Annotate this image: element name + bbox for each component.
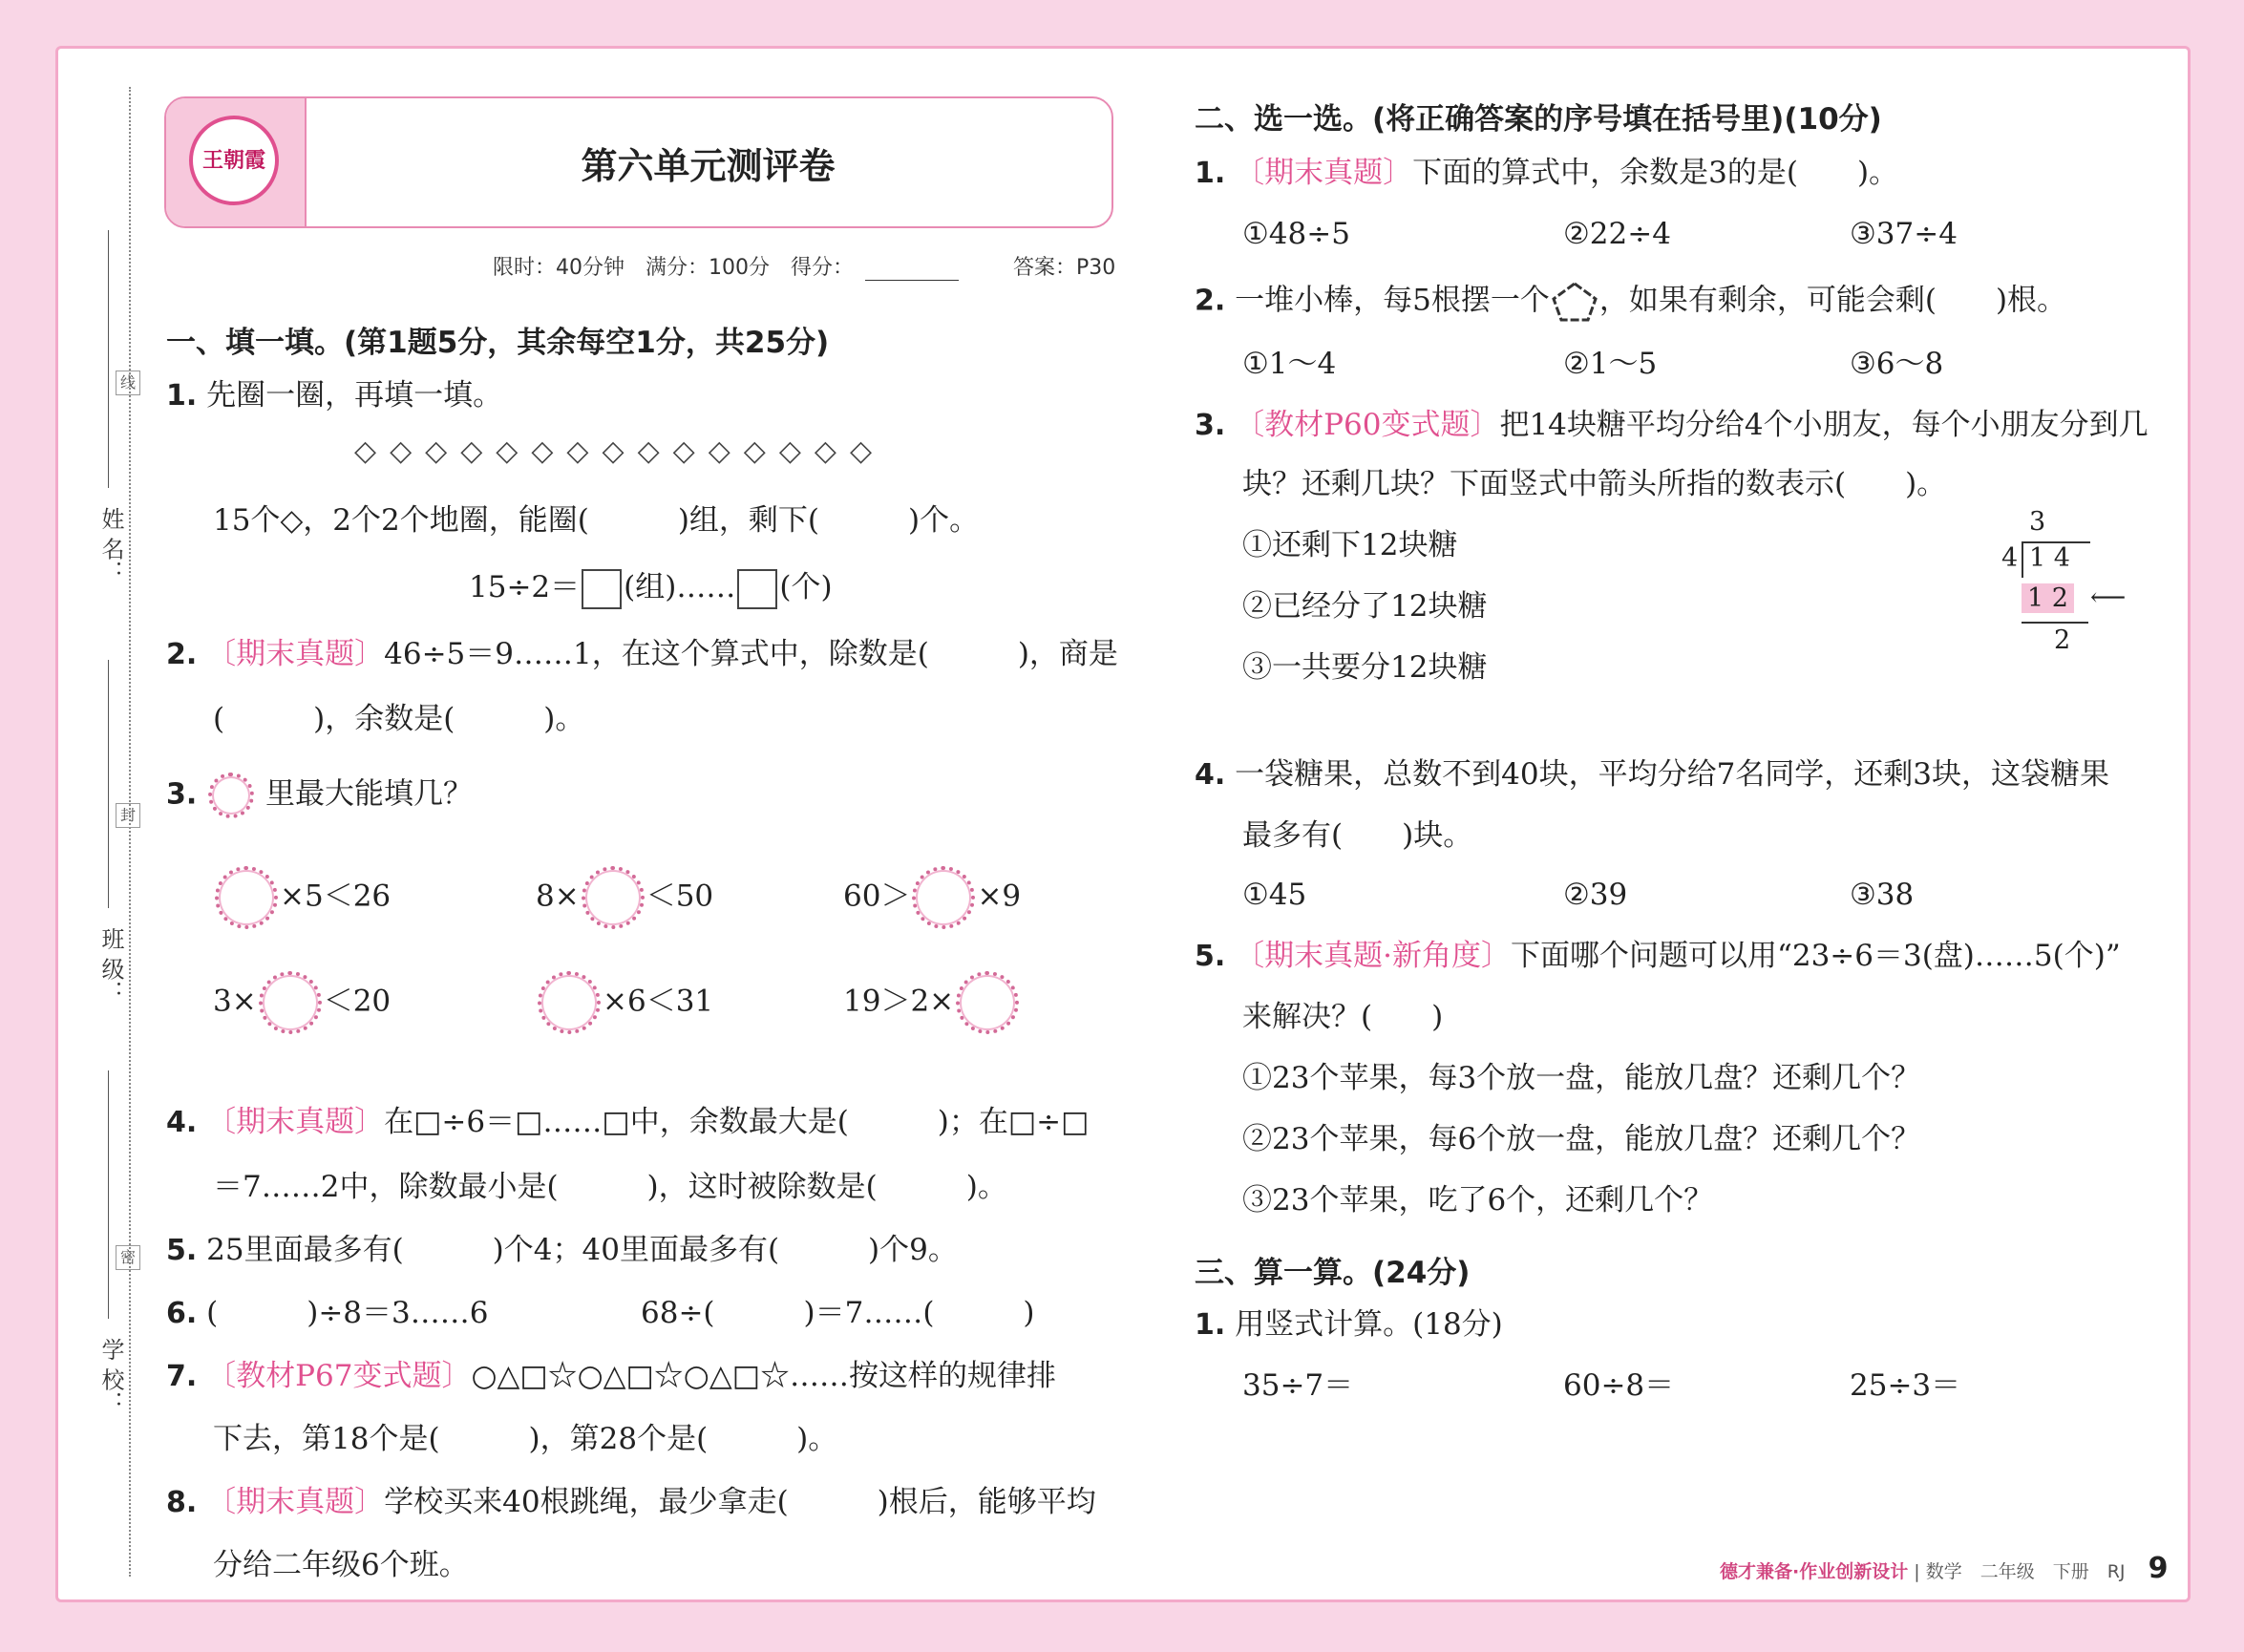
logo-block [166,98,307,226]
s1-q4-line1 [166,1103,1089,1142]
flower-icon[interactable] [538,971,601,1034]
s3-q1-line [1195,1305,1503,1345]
question-tag: 〔期末真题〕 [206,1485,385,1519]
option-2[interactable]: ②23个苹果，每6个放一盘，能放几盘？还剩几个？ [1242,1122,1921,1156]
question-tag: 〔教材P67变式题〕 [206,1359,472,1393]
s2-q2-text-a: 一堆小棒，每5根摆一个 [1235,283,1550,318]
logo-text: 王朝霞 [201,148,265,173]
option-3[interactable]: ③一共要分12块糖 [1242,650,1488,685]
s1-q1-text: 先圈一圈，再填一填。 [206,378,503,413]
q-number: 1. [1195,1308,1226,1342]
q-number: 4. [166,1106,198,1139]
fill-line-class [108,660,109,908]
q-number: 7. [166,1360,198,1393]
q-number: 3. [1195,409,1226,442]
s2-q5-line2: 来解决？( ) [1242,1000,1444,1034]
flower-icon[interactable] [259,971,322,1034]
option-3[interactable]: ③37÷4 [1850,217,1958,251]
expr-text: 8× [536,879,580,914]
seal-xian: 线 [116,371,140,395]
q-number: 5. [166,1234,198,1267]
worksheet-page [55,46,2191,1602]
expr-text: 19＞2× [843,984,955,1019]
q-number: 5. [1195,940,1226,973]
option-2[interactable]: ②已经分了12块糖 [1242,589,1488,624]
q-number: 2. [166,638,198,671]
q-number: 1. [166,379,198,413]
calc-1: 35÷7＝ [1242,1368,1354,1403]
s1-q7-line2: 下去，第18个是( )，第28个是( )。 [213,1422,838,1456]
s2-q5-text: 下面哪个问题可以用“23÷6＝3(盘)……5(个)” [1511,939,2121,973]
s1-q2-text: 46÷5＝9……1，在这个算式中，除数是( )，商是 [384,637,1118,671]
school-label: 学 校： [97,1338,124,1414]
s1-q3-expr1 [213,866,391,929]
expr-text: 3× [213,984,257,1019]
flower-icon[interactable] [956,971,1019,1034]
s2-q3-text: 把14块糖平均分给4个小朋友，每个小朋友分到几 [1499,408,2149,442]
s2-q1-line [1195,154,1898,193]
s1-q5-line [166,1231,958,1270]
fill-line-school [108,1070,109,1319]
diamond-row: ◇◇◇◇◇◇◇◇◇◇◇◇◇◇◇ [354,434,886,468]
question-tag: 〔期末真题〕 [206,1105,385,1139]
division-divisor: 4 [2001,543,2019,573]
s2-q3-line1 [1195,406,2149,445]
s1-q6-a: ( )÷8＝3……6 [206,1296,489,1330]
s1-q3-expr4 [213,971,391,1034]
s2-q4-line2: 最多有( )块。 [1242,818,1473,853]
q-number: 3. [166,777,198,812]
expr-text: ＜50 [646,879,714,914]
expr-text: ×6＜31 [603,984,714,1019]
s2-q2-text-b: ，如果有剩余，可能会剩( )根。 [1598,283,2067,318]
option-2[interactable]: ②22÷4 [1563,217,1671,251]
option-1[interactable]: ①23个苹果，每3个放一盘，能放几盘？还剩几个？ [1242,1061,1921,1095]
exam-meta: 限时：40分钟 满分：100分 得分： [493,256,854,280]
s1-q8-line2: 分给二年级6个班。 [213,1548,469,1582]
flower-icon[interactable] [912,866,975,929]
division-product: 1 2 [2022,583,2074,613]
option-1[interactable]: ①45 [1242,878,1307,912]
s1-q7-line1 [166,1357,1056,1396]
answer-box[interactable] [737,569,777,609]
option-1[interactable]: ①还剩下12块糖 [1242,528,1458,562]
eq-part-b: (组)…… [624,570,736,604]
title-banner [164,96,1113,228]
option-3[interactable]: ③38 [1850,878,1915,912]
option-3[interactable]: ③23个苹果，吃了6个，还剩几个？ [1242,1183,1714,1218]
pentagon-icon [1550,280,1599,324]
page-number: 9 [2148,1552,2169,1585]
s1-q8-text: 学校买来40根跳绳，最少拿走( )根后，能够平均 [384,1485,1096,1519]
s1-q6-b: 68÷( )＝7……( ) [641,1296,1035,1330]
s1-q1-equation [469,568,833,609]
s1-q2-line2: ( )，余数是( )。 [213,702,585,736]
q-number: 8. [166,1486,198,1519]
calc-2: 60÷8＝ [1563,1368,1675,1403]
option-3[interactable]: ③6～8 [1850,347,1944,381]
s1-q5-text: 25里面最多有( )个4；40里面最多有( )个9。 [206,1233,958,1267]
expr-text: ×5＜26 [280,879,392,914]
question-tag: 〔期末真题〕 [1235,156,1413,190]
option-1[interactable]: ①1～4 [1242,347,1337,381]
flower-icon[interactable] [215,866,278,929]
s1-q3-expr2 [536,866,713,929]
s1-q4-line2: ＝7……2中，除数最小是( )，这时被除数是( )。 [213,1170,1007,1204]
option-2[interactable]: ②1～5 [1563,347,1658,381]
s2-q4-text: 一袋糖果，总数不到40块，平均分给7名同学，还剩3块，这袋糖果 [1235,757,2110,792]
s1-q2-line1 [166,635,1118,674]
fill-line-name [108,230,109,488]
s2-q3-line2: 块？还剩几块？下面竖式中箭头所指的数表示( )。 [1242,467,1947,501]
s1-q3-expr5 [536,971,713,1034]
s1-q1-line2: 15个◇，2个2个地圈，能圈( )组，剩下( )个。 [213,503,980,538]
division-line [2022,622,2088,624]
expr-text: 60＞ [843,879,911,914]
footer-info: | 数学 二年级 下册 RJ [1914,1561,2126,1582]
section-1-title: 一、填一填。(第1题5分，其余每空1分，共25分) [166,326,830,360]
name-label: 姓 名： [97,507,124,583]
q-number: 1. [1195,157,1226,190]
score-blank-line [865,280,959,281]
s2-q1-text: 下面的算式中，余数是3的是( )。 [1412,156,1899,190]
seal-feng: 封 [116,803,140,828]
s2-q5-line1 [1195,937,2121,976]
s1-q8-line1 [166,1483,1096,1522]
flower-icon [208,773,254,818]
expr-text: ×9 [977,879,1022,914]
class-label: 班 级： [97,927,124,1004]
q-number: 4. [1195,758,1226,792]
long-division-figure [1930,507,2127,669]
s2-q4-line1 [1195,755,2109,794]
s3-q1-text: 用竖式计算。(18分) [1235,1307,1503,1342]
seal-mi: 密 [116,1245,140,1270]
s1-q7-text: ○△□☆○△□☆○△□☆……按这样的规律排 [471,1359,1056,1393]
section-3-title: 三、算一算。(24分) [1195,1256,1471,1290]
s1-q1-line1 [166,376,502,415]
question-tag: 〔期末真题〕 [206,637,385,671]
binding-line [129,87,131,1577]
section-2-title: 二、选一选。(将正确答案的序号填在括号里)(10分) [1195,102,1882,137]
page-title: 第六单元测评卷 [581,145,836,187]
question-tag: 〔期末真题·新角度〕 [1235,939,1511,973]
answer-box[interactable] [582,569,622,609]
footer [1720,1552,2168,1585]
logo-badge [189,116,279,205]
footer-series: 德才兼备·作业创新设计 [1720,1561,1909,1582]
q-number: 2. [1195,284,1226,318]
question-tag: 〔教材P60变式题〕 [1235,408,1500,442]
division-remainder: 2 [2054,625,2071,655]
s1-q6-line [166,1294,488,1333]
eq-part-a: 15÷2＝ [469,570,581,604]
flower-icon[interactable] [582,866,645,929]
s1-q3-expr3 [843,866,1021,929]
expr-text: ＜20 [323,984,392,1019]
option-1[interactable]: ①48÷5 [1242,217,1350,251]
q-number: 6. [166,1297,198,1330]
eq-part-c: (个) [779,570,833,604]
s1-q3-text: 里最大能填几？ [265,776,473,812]
division-dividend: 1 4 [2029,543,2070,573]
division-quotient: 3 [2029,507,2046,537]
s1-q3-line1 [166,773,473,818]
answer-page-ref: 答案：P30 [1013,256,1116,280]
s2-q2-line [1195,280,2066,324]
s1-q3-expr6 [843,971,1021,1034]
option-2[interactable]: ②39 [1563,878,1628,912]
arrow-left-icon: ⟵ [2090,583,2127,612]
calc-3: 25÷3＝ [1850,1368,1961,1403]
s1-q4-text: 在□÷6＝□……□中，余数最大是( )；在□÷□ [384,1105,1090,1139]
